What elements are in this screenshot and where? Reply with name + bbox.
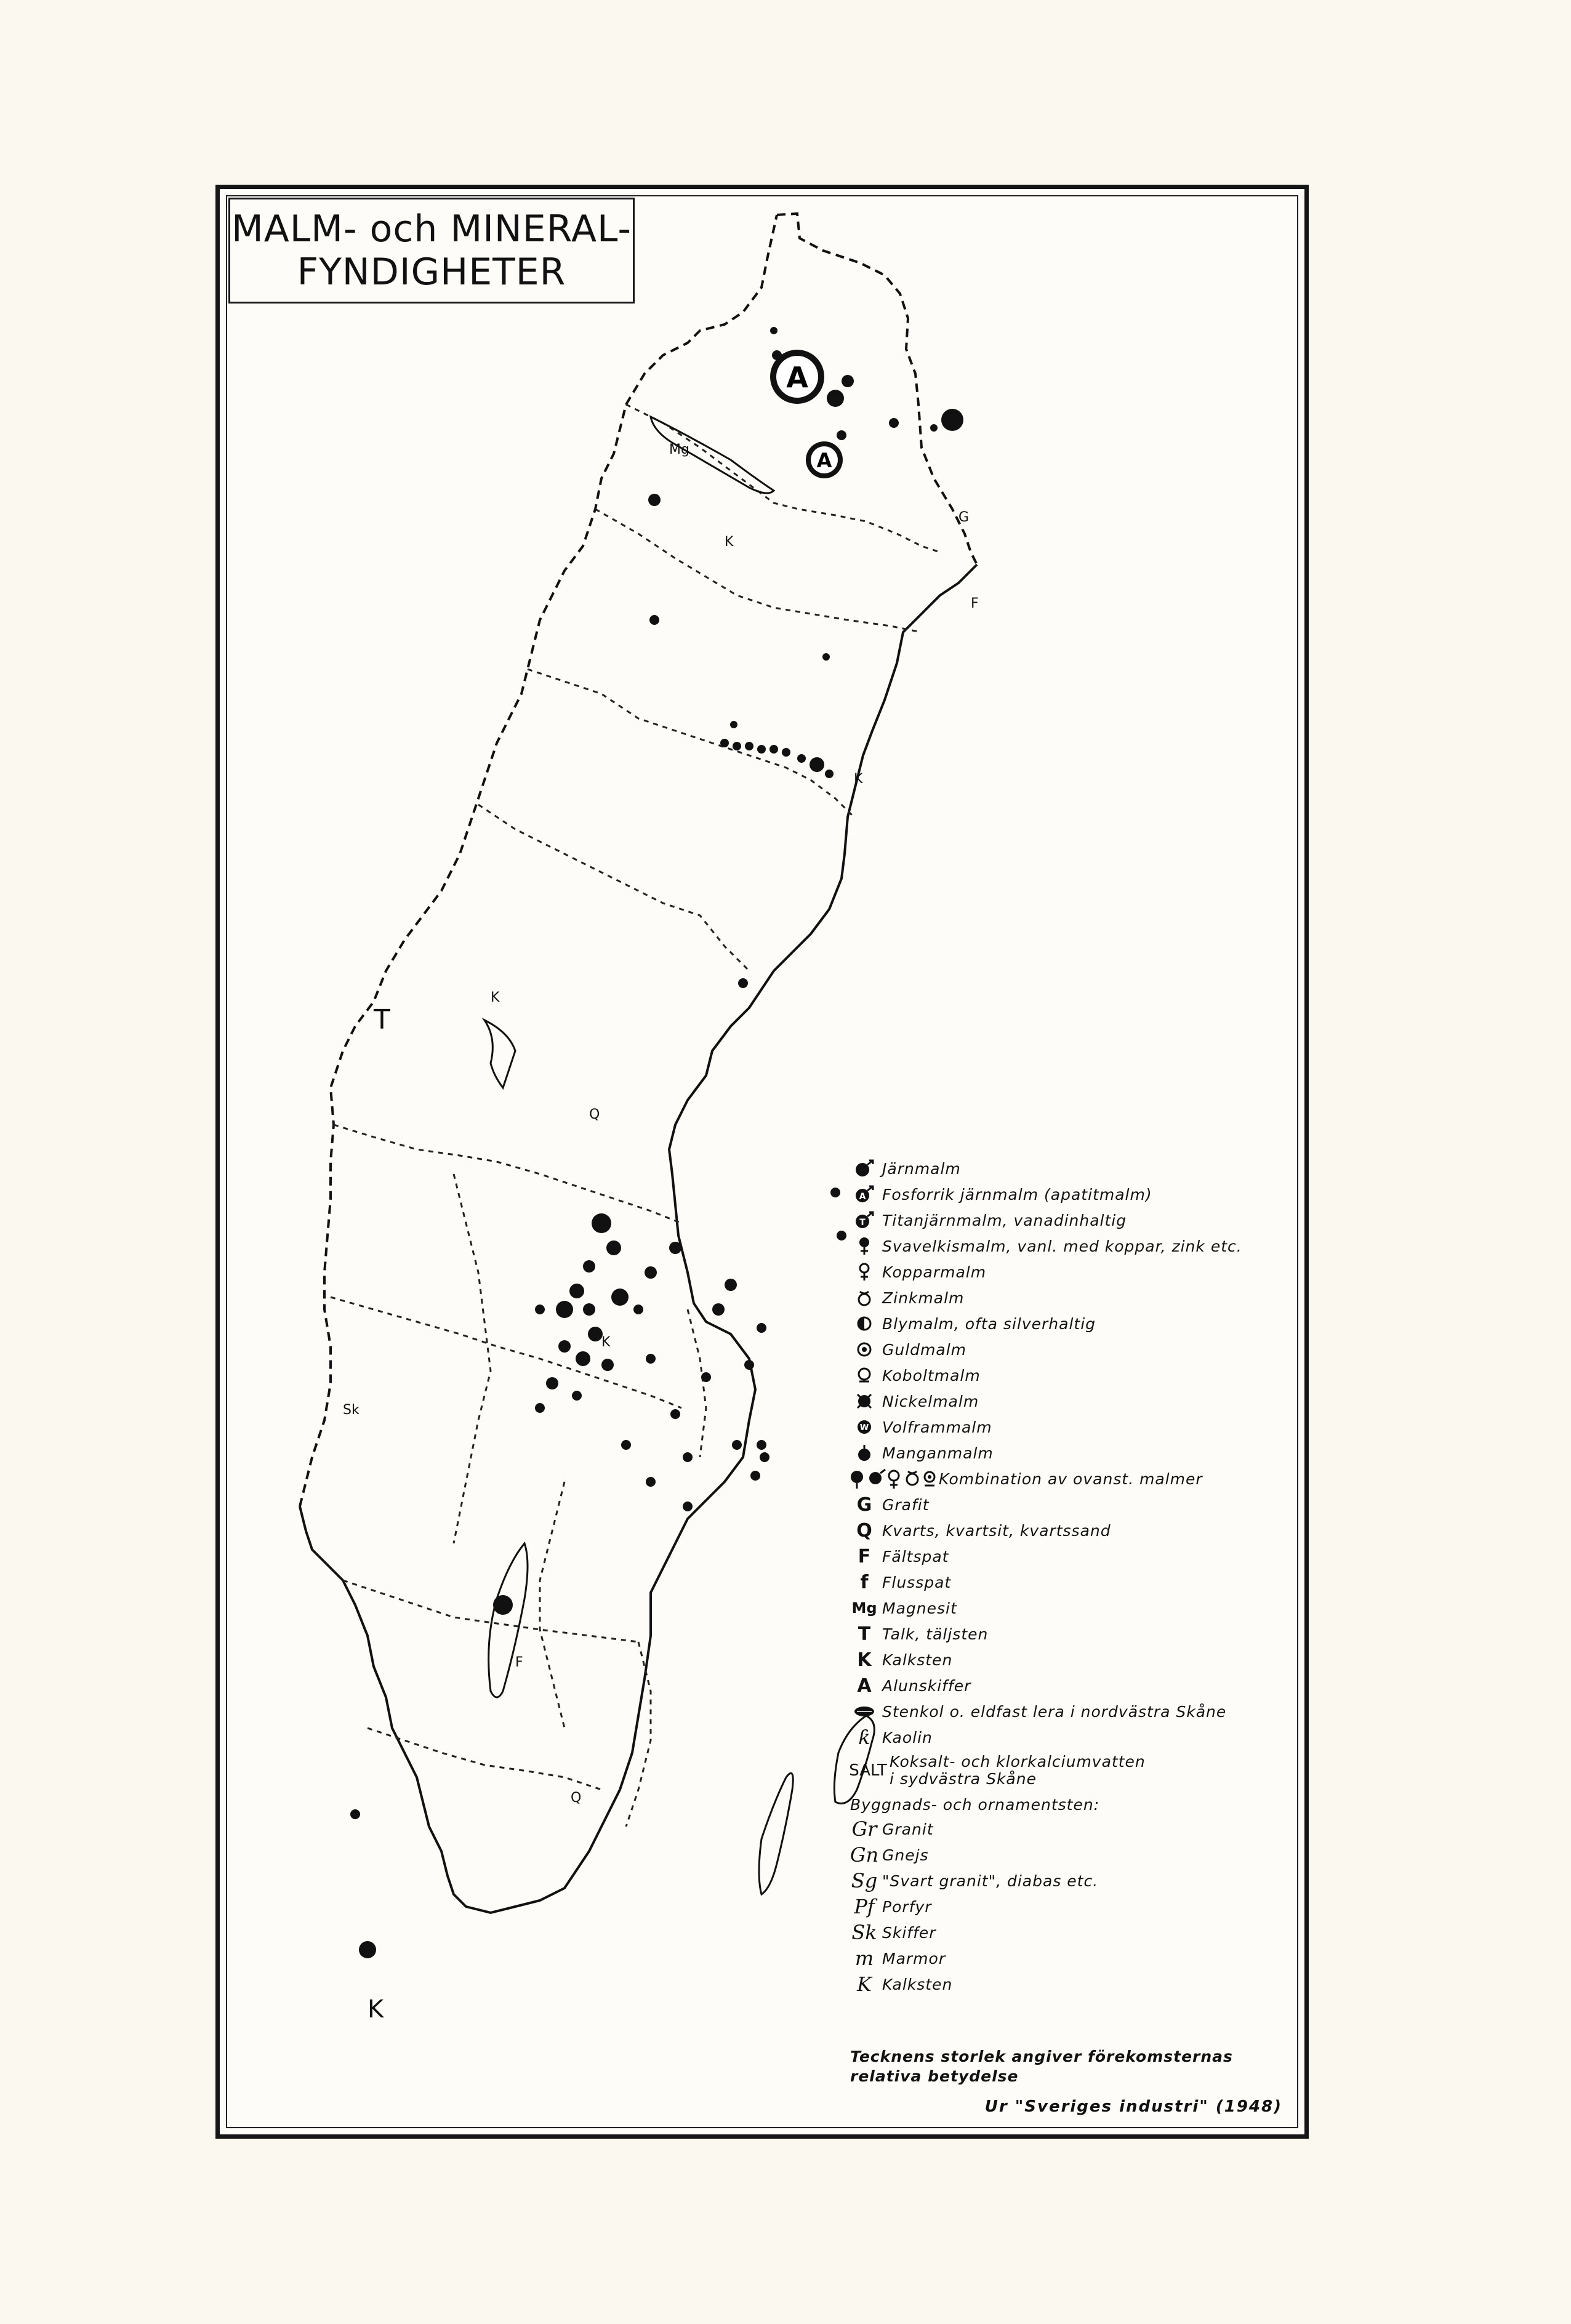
legend-symbol: K — [857, 1972, 872, 1996]
legend-label: Kaolin — [882, 1728, 933, 1747]
legend-symbol: ƙ — [858, 1726, 870, 1749]
copper-ore-icon — [846, 1262, 882, 1282]
legend-label: Stenkol o. eldfast lera i nordvästra Skåne — [882, 1702, 1227, 1721]
coal-clay-icon — [846, 1705, 882, 1718]
legend-note-line-1: Tecknens storlek angiver förekomsternas — [850, 2048, 1233, 2065]
legend-label: Kalksten — [882, 1975, 953, 1993]
legend-salt-text — [890, 1753, 1146, 1788]
legend-symbol: A — [857, 1675, 872, 1697]
manganese-ore-icon — [846, 1444, 882, 1462]
malmberget-a-label: A — [816, 449, 832, 472]
legend-symbol: F — [858, 1545, 871, 1567]
k-label-4: K — [601, 1335, 611, 1350]
legend-symbol: m — [854, 1947, 874, 1970]
legend-building-heading: Byggnads- och ornamentsten: — [850, 1796, 1100, 1814]
legend-symbol: Sk — [851, 1921, 877, 1944]
legend-row — [846, 1440, 1302, 1466]
legend-row-salt — [846, 1750, 1302, 1791]
legend-row — [846, 1492, 1302, 1518]
legend-symbol: f — [860, 1571, 869, 1593]
legend-row — [846, 1971, 1302, 1997]
map-title-box — [228, 198, 635, 304]
svg-text:A: A — [859, 1192, 866, 1202]
f-label-1: F — [971, 596, 979, 611]
lake-vattern — [489, 1543, 528, 1697]
legend-row — [846, 1311, 1302, 1337]
title-line-1: MALM- och MINERAL- — [231, 207, 632, 251]
legend-symbol: SALT — [849, 1761, 887, 1780]
legend-row — [846, 1699, 1302, 1724]
legend-symbol: Pf — [854, 1895, 875, 1918]
legend-row — [846, 1337, 1302, 1362]
legend-symbol: Gr — [851, 1817, 877, 1841]
legend-label: Titanjärnmalm, vanadinhaltig — [882, 1211, 1127, 1229]
legend-row — [846, 1569, 1302, 1595]
legend-label: Fältspat — [882, 1547, 949, 1566]
legend-label: Gnejs — [882, 1846, 929, 1864]
sk-label-1: Sk — [343, 1402, 360, 1418]
svg-text:T: T — [859, 1218, 866, 1228]
legend-label: Flusspat — [882, 1573, 952, 1591]
map-frame — [215, 185, 1309, 2139]
cobalt-ore-icon — [846, 1367, 882, 1384]
legend-row — [846, 1816, 1302, 1842]
pyrite-ore-icon — [846, 1236, 882, 1256]
tungsten-ore-icon — [846, 1419, 882, 1435]
legend-label: Marmor — [882, 1949, 946, 1968]
legend-symbol: G — [856, 1494, 872, 1516]
legend-label: Grafit — [882, 1495, 930, 1514]
nickel-ore-icon — [846, 1393, 882, 1410]
legend-label: Kopparmalm — [882, 1263, 987, 1281]
legend-label: Blymalm, ofta silverhaltig — [882, 1314, 1096, 1333]
legend-row — [846, 1724, 1302, 1750]
legend-label: Fosforrik järnmalm (apatitmalm) — [882, 1185, 1152, 1204]
ore-symbols — [350, 615, 846, 1958]
legend-label: Kvarts, kvartsit, kvartssand — [882, 1521, 1111, 1540]
legend-row — [846, 1207, 1302, 1233]
legend-label: Skiffer — [882, 1923, 936, 1942]
legend-row — [846, 1259, 1302, 1285]
k-label-3: K — [854, 771, 863, 787]
legend-label: Guldmalm — [882, 1340, 967, 1359]
k-label-5: K — [368, 1995, 384, 2024]
svg-text:W: W — [859, 1423, 869, 1433]
legend-label: Talk, täljsten — [882, 1625, 989, 1643]
legend-label: Kombination av ovanst. malmer — [939, 1470, 1203, 1488]
legend-label: Järnmalm — [882, 1159, 961, 1178]
legend-row — [846, 1543, 1302, 1569]
legend-row — [846, 1466, 1302, 1492]
phosphorous-iron-ore-icon — [846, 1185, 882, 1204]
kiruna-a-label: A — [786, 361, 808, 394]
legend-row — [846, 1894, 1302, 1920]
lead-ore-icon — [846, 1316, 882, 1332]
legend-symbol: K — [857, 1649, 872, 1671]
legend-row — [846, 1920, 1302, 1945]
f-label-2: F — [515, 1655, 523, 1670]
island-oland — [759, 1773, 793, 1894]
titanium-iron-ore-icon — [846, 1211, 882, 1229]
k-label-1: K — [491, 990, 500, 1005]
legend-label: Kalksten — [882, 1651, 953, 1669]
legend-label: Granit — [882, 1820, 934, 1838]
legend-label: Nickelmalm — [882, 1392, 979, 1410]
legend-label: Alunskiffer — [882, 1676, 971, 1695]
legend-label: Volframmalm — [882, 1418, 992, 1436]
legend-label: Zinkmalm — [882, 1289, 965, 1307]
legend-note — [850, 2047, 1233, 2086]
legend-row — [846, 1518, 1302, 1543]
legend-row — [846, 1647, 1302, 1673]
q-label-1: Q — [589, 1107, 600, 1122]
legend-symbol: Gn — [850, 1843, 879, 1867]
legend-row — [846, 1181, 1302, 1207]
legend-label: Porfyr — [882, 1897, 932, 1916]
legend — [846, 1156, 1302, 1997]
mg-label: Mg — [669, 442, 689, 457]
legend-note-line-2: relativa betydelse — [850, 2067, 1019, 2085]
legend-label: Manganmalm — [882, 1444, 994, 1462]
legend-row — [846, 1156, 1302, 1181]
norrbotten-iron-cluster — [648, 327, 963, 506]
legend-row — [846, 1842, 1302, 1868]
t-west-label: T — [374, 1004, 390, 1035]
legend-symbol: T — [858, 1623, 871, 1645]
legend-row — [846, 1621, 1302, 1647]
legend-label: Svavelkismalm, vanl. med koppar, zink etc. — [882, 1237, 1242, 1255]
legend-row — [846, 1414, 1302, 1440]
lake-storsjon — [484, 1020, 515, 1088]
legend-row — [846, 1868, 1302, 1894]
legend-row — [846, 1233, 1302, 1259]
g-label-1: G — [958, 510, 970, 525]
title-line-2: FYNDIGHETER — [297, 251, 566, 294]
legend-row — [846, 1285, 1302, 1311]
legend-symbol: Sg — [851, 1869, 878, 1892]
legend-label: "Svart granit", diabas etc. — [882, 1872, 1099, 1890]
legend-row — [846, 1945, 1302, 1971]
legend-salt-line-2: i sydvästra Skåne — [890, 1770, 1037, 1788]
iron-ore-icon — [846, 1159, 882, 1178]
zinc-ore-icon — [846, 1288, 882, 1308]
combination-ores-icon — [846, 1468, 939, 1489]
legend-label: Koboltmalm — [882, 1366, 981, 1385]
legend-label: Magnesit — [882, 1599, 957, 1617]
legend-row — [846, 1388, 1302, 1414]
legend-symbol: Mg — [851, 1599, 877, 1617]
k-label-2: K — [725, 534, 734, 550]
legend-salt-line-1: Koksalt- och klorkalciumvatten — [890, 1753, 1146, 1771]
legend-symbol: Q — [856, 1519, 872, 1542]
legend-row — [846, 1362, 1302, 1388]
legend-row — [846, 1595, 1302, 1621]
q-label-2: Q — [571, 1790, 582, 1806]
legend-row — [846, 1673, 1302, 1699]
gold-ore-icon — [846, 1341, 882, 1357]
source-credit: Ur "Sveriges industri" (1948) — [984, 2097, 1282, 2116]
